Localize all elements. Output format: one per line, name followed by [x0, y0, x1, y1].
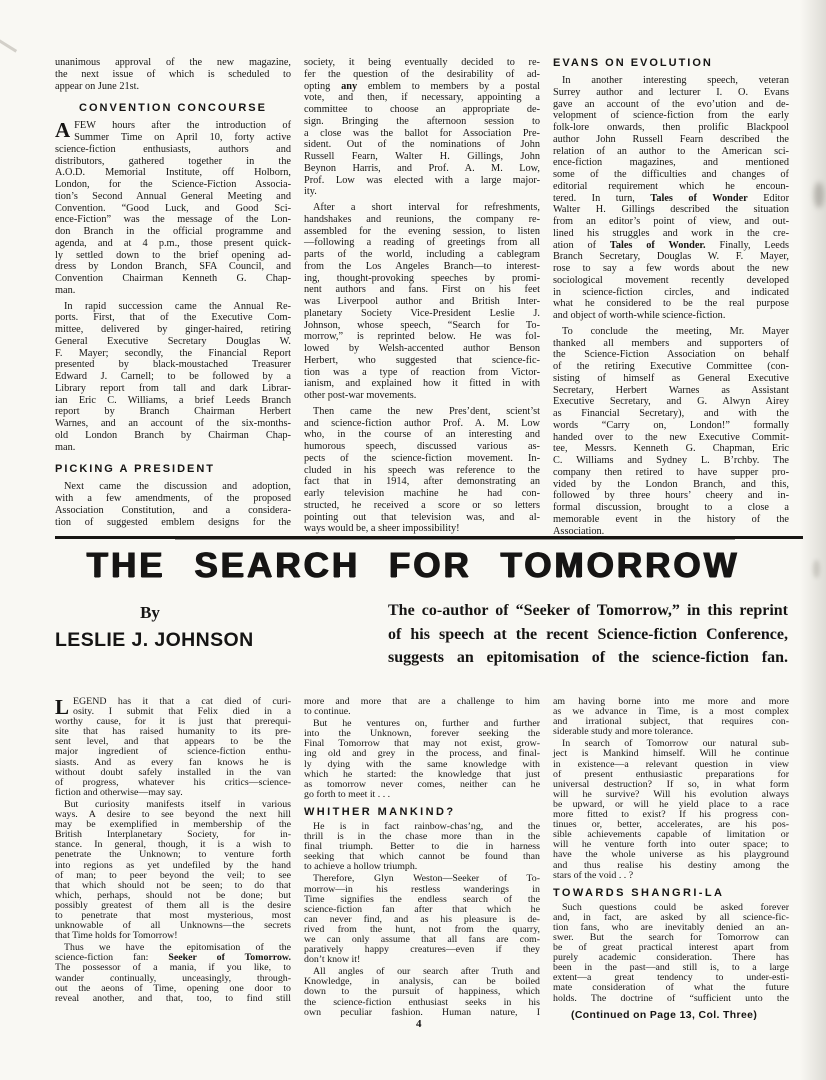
- text-line: am having borne into me more and more: [553, 696, 789, 707]
- paragraph: [55, 120, 291, 296]
- text-line: fiction and otherwise—may say.: [55, 786, 183, 798]
- paragraph: [55, 697, 291, 798]
- text-line: In rapid succession came the Annual Re-: [64, 300, 291, 312]
- text-line: Convention Chairman Kenneth G. Chap-: [55, 273, 291, 284]
- text-line: a close was the ballot for Association Pre-: [304, 127, 540, 139]
- text-line: Therefore, Glyn Weston—Seeker of To-: [313, 873, 540, 885]
- paragraph: [304, 874, 540, 965]
- text-line: But curiosity manifests itself in various: [64, 798, 291, 810]
- text-line: don’t know it!: [304, 954, 361, 966]
- text-line: site that has raised humanity to its pre-: [55, 726, 291, 738]
- text-line: sign. Bringing the afternoon session to: [304, 115, 540, 127]
- text-line: gave an account of the evo’ution and de-: [553, 98, 789, 110]
- text-line: ing old and grey in the process, and final-: [304, 748, 540, 760]
- text-line: osity. I submit that Felix died in a: [73, 706, 291, 718]
- text-line: science-fiction fan after that which he: [304, 903, 540, 915]
- text-line: science-fiction enthusiasts, authors and: [55, 143, 291, 155]
- text-line: ly dying with the same knowledge with: [304, 758, 540, 770]
- section-heading: PICKING A PRESIDENT: [55, 463, 216, 476]
- text-line: out the aeons of Time, opening one door to: [55, 982, 291, 994]
- paragraph: [388, 599, 788, 670]
- paragraph: [304, 967, 540, 1017]
- text-line: ian Eric C. Williams, a brief Leeds Branch: [55, 394, 291, 406]
- text-line: ence-Fiction” was the message of the Lon-: [55, 214, 291, 226]
- text-line: some of the difficulties and changes of: [553, 169, 789, 180]
- text-line: folk-lore onwards, then prolific Blackpool: [553, 122, 789, 133]
- text-line: Executive Secretary, and G. Alwyn Airey: [553, 396, 789, 408]
- text-line: Secretary, Herbert Warnes as Assistant: [553, 384, 789, 396]
- feature-body-section: [55, 697, 789, 1021]
- feature-column-1: [55, 697, 291, 1021]
- text-line: into regions as yet undefiled by the hand: [55, 859, 291, 871]
- text-line: have the whole universe as his playground: [553, 849, 789, 861]
- text-line: sible achievements capable of limitation or: [553, 829, 789, 841]
- paragraph: [304, 719, 540, 800]
- text-line: sent level, and that appears to be the: [55, 736, 291, 748]
- text-line: To conclude the meeting, Mr. Mayer: [562, 325, 789, 337]
- text-line: which he started: the knowledge that just: [304, 768, 540, 780]
- text-line: society, it being eventually decided to re-: [304, 57, 540, 68]
- drop-cap: A: [55, 118, 71, 143]
- text-line: to achieve a hollow triumph.: [304, 861, 418, 873]
- text-line: In another interesting speech, veteran: [562, 75, 789, 86]
- text-line: tered. In turn, Tales of Wonder Editor: [553, 192, 789, 204]
- text-line: Surrey author and lecturer I. O. Evans: [553, 86, 789, 98]
- text-line: London, for the Science-Fiction Associa-: [55, 179, 291, 190]
- text-line: stance. In general, though, it is a wish to: [55, 839, 291, 851]
- text-line: Association Constitution, and a considera-: [55, 504, 291, 516]
- text-line: appear on June 21st.: [55, 80, 140, 92]
- text-line: memorable event in the history of the: [553, 513, 789, 525]
- section-heading: EVANS ON EVOLUTION: [553, 57, 713, 69]
- text-line: unanimous approval of the new magazine,: [55, 57, 291, 68]
- text-line: wander continually, unceasingly, through-: [55, 972, 291, 984]
- section-heading: CONVENTION CONCOURSE: [79, 102, 267, 115]
- text-line: lowed by Welsh-accented author Benson: [304, 343, 540, 354]
- feature-headline: THE SEARCH FOR TOMORROW: [86, 546, 740, 585]
- text-line: nent authors and fans. First on his feet: [304, 284, 540, 296]
- text-line: words “Carry on, London!” formally: [553, 419, 789, 431]
- text-line: more and more that are a challenge to him: [304, 696, 540, 707]
- paragraph: [55, 57, 291, 92]
- news-column-2: [304, 57, 540, 537]
- text-line: that which should not be seen; to do that: [55, 879, 291, 891]
- text-line: morrow,” is reprinted below. He was fol-: [304, 331, 540, 343]
- feature-byline: [55, 603, 254, 651]
- text-line: ports. First, that of the Executive Com-: [55, 312, 291, 324]
- text-line: committee to choose an appropriate de-: [304, 104, 540, 115]
- text-line: ways. A desire to see beyond the next hill: [55, 809, 291, 821]
- text-line: company then retired to have supper pro-: [553, 466, 789, 478]
- text-line: mate consideration of what the future: [553, 982, 789, 994]
- text-line: ways would be, a sheer impossibility!: [304, 523, 460, 535]
- text-line: After a short interval for refreshments,: [313, 202, 540, 213]
- text-line: old London Branch by Chairman Chap-: [55, 429, 291, 441]
- text-line: tinues or, better, accelerates, are his pos-: [553, 819, 789, 831]
- text-line: will he venture forth into outer space; to: [553, 839, 789, 851]
- text-line: lined his struggles and work in the cre-: [553, 227, 789, 239]
- text-line: opting any emblem to members by a postal: [304, 80, 540, 92]
- page-number: 4: [416, 1018, 422, 1030]
- text-line: Herbert, who suggested that science-fic-: [304, 354, 540, 366]
- paragraph: [55, 800, 291, 941]
- text-line: Then came the new Pres’dent, scient’st: [313, 405, 540, 417]
- text-line: that Time holds for Tomorrow!: [55, 930, 178, 942]
- text-line: In search of Tomorrow our natural sub-: [562, 738, 789, 750]
- text-line: dress by London Branch, SFA Council, and: [55, 261, 291, 273]
- text-line: and science-fiction author Prof. A. M. Low: [304, 417, 540, 429]
- text-line: science-fiction fan: Seeker of Tomorrow.: [55, 952, 291, 964]
- paragraph: [55, 301, 291, 454]
- text-line: Johnson, whose speech, “Search for To-: [304, 319, 540, 331]
- text-line: extent—a great tendency to under-esti-: [553, 972, 789, 984]
- text-line: major ingredient of science-fiction enthu-: [55, 746, 291, 758]
- byline-by-label: By: [140, 603, 160, 622]
- text-line: —following a reading of greetings from all: [304, 237, 540, 249]
- text-line: Russell Fearn, Walter H. Gillings, John: [304, 151, 540, 162]
- text-line: more fitted to exist? If his progress con-: [553, 809, 789, 821]
- text-line: Knowledge, in analysis, can be boiled: [304, 976, 540, 988]
- text-line: don Branch in the official programme and: [55, 226, 291, 237]
- continued-notice: (Continued on Page 13, Col. Three): [571, 1009, 758, 1021]
- text-line: who, in the course of an interesting and: [304, 429, 540, 441]
- text-line: humorous speech, discussed various as-: [304, 441, 540, 452]
- text-line: rose to say a few words about the new: [553, 263, 789, 274]
- text-line: Next came the discussion and adoption,: [64, 481, 291, 493]
- text-line: universal destruction? If so, in what form: [553, 778, 789, 790]
- text-line: stars of the void . . ?: [553, 869, 634, 881]
- text-line: assembled for the evening session, to listen: [304, 225, 540, 237]
- text-line: unknowable of all Unknowns—the secrets: [55, 920, 291, 932]
- text-line: British Interplanetary Society, for in-: [55, 829, 291, 841]
- text-line: seeking that which cannot be found than: [304, 851, 540, 863]
- section-heading: WHITHER MANKIND?: [304, 805, 456, 818]
- byline-author: LESLIE J. JOHNSON: [55, 629, 254, 651]
- text-line: report by Branch Chairman Herbert: [55, 406, 291, 418]
- text-line: penetrate the Unknown; to venture forth: [55, 849, 291, 861]
- text-line: Beynon Harris, and Prof. A. M. Low,: [304, 162, 540, 174]
- paragraph: [304, 202, 540, 402]
- text-line: ence-fiction magazines, and mentioned: [553, 157, 789, 169]
- text-line: velopment of science-fiction from the early: [553, 110, 789, 122]
- paragraph: [55, 481, 291, 528]
- feature-column-2: [304, 697, 540, 1021]
- text-line: LEGEND has it that a cat died of curi-: [55, 695, 291, 719]
- text-line: relation of an author to the American sci-: [553, 145, 789, 157]
- text-line: distributors, gathered together in the: [55, 155, 291, 167]
- paragraph: [55, 943, 291, 1004]
- text-line: sisting of himself as General Executive: [553, 372, 789, 384]
- text-line: tion of suggested emblem designs for the: [55, 516, 291, 528]
- text-line: can never find, and as his pleasure is de-: [304, 913, 540, 925]
- text-line: structed, he received a score or so letters: [304, 499, 540, 511]
- text-line: Time signifies the endless search of the: [304, 893, 540, 905]
- scan-artifact: [813, 560, 820, 578]
- text-line: parts of the world, including a cablegram: [304, 249, 540, 260]
- text-line: and, in fact, are asked by all science-fic-: [553, 911, 789, 923]
- text-line: with a few amendments, of the proposed: [55, 493, 291, 504]
- text-line: presented by black-moustached Treasurer: [55, 359, 291, 371]
- text-line: ing, thought-provoking speeches by promi-: [304, 272, 540, 284]
- text-line: holds. The doctrine of “sufficient unto the: [553, 992, 789, 1004]
- text-line: early television machine he had con-: [304, 488, 540, 499]
- text-line: C. Williams and Sydney L. B’rchby. The: [553, 455, 789, 466]
- paragraph: [553, 903, 789, 1004]
- text-line: and thus realise his destiny among the: [553, 859, 789, 871]
- text-line: and irrational subject, that requires con-: [553, 716, 789, 728]
- text-line: the next issue of which is scheduled to: [55, 68, 291, 80]
- news-column-1: [55, 57, 291, 537]
- text-line: own peculiar fashion. Human nature, I: [304, 1006, 540, 1018]
- text-line: to penetrate that most mysterious, most: [55, 909, 291, 921]
- text-line: into the Unknown, forever seeking the: [304, 728, 540, 740]
- paragraph: [553, 326, 789, 538]
- text-line: swer. But the search for Tomorrow can: [553, 931, 789, 943]
- text-line: He is in fact rainbow-chas’ng, and the: [313, 820, 540, 832]
- text-line: Library report from tall and dark Librar-: [55, 382, 291, 394]
- text-line: sident. Out of the nominations of John: [304, 139, 540, 151]
- text-line: which, perhaps, should not be done; but: [55, 889, 291, 901]
- text-line: cluded in his speech was reference to the: [304, 464, 540, 476]
- text-line: man.: [55, 284, 76, 296]
- text-line: agenda, and at 4 p.m., those present quick-: [55, 237, 291, 249]
- text-line: morrow—in his restless wanderings in: [304, 883, 540, 895]
- text-line: author John Russell Fearn described the: [553, 133, 789, 145]
- text-line: of present enthusiastic preparations for: [553, 768, 789, 780]
- text-line: editorial requirement which he encoun-: [553, 180, 789, 192]
- text-line: from an editor’s point of view, and out-: [553, 216, 789, 227]
- paragraph: [304, 822, 540, 872]
- text-line: as Financial Secretary), and with the: [553, 408, 789, 419]
- text-line: and object of worth-while science-fiction.: [553, 310, 726, 321]
- text-line: of the retiring Executive Committee (con-: [553, 361, 789, 372]
- text-line: formal discussion, brought to a close a: [553, 502, 789, 513]
- feature-column-3: [553, 697, 789, 1021]
- text-line: But he ventures on, further and further: [313, 718, 540, 730]
- text-line: be of great practical interest apart from: [553, 942, 789, 954]
- text-line: possibly greatest of them all is the desire: [55, 899, 291, 911]
- text-line: suggests an epitomisation of the science-fiction fan.: [388, 649, 788, 666]
- text-line: A.O.D. Memorial Institute, off Holborn,: [55, 167, 291, 179]
- text-line: the Science-Fiction Association on behalf: [553, 349, 789, 361]
- feature-standfirst: [388, 599, 788, 670]
- text-line: Branch Secretary, Douglas W. F. Mayer,: [553, 251, 789, 263]
- paragraph: [553, 75, 789, 322]
- text-line: handed over to the new Executive Commit-: [553, 431, 789, 443]
- text-line: Thus we have the epitomisation of the: [64, 942, 291, 954]
- text-line: worthy cause, for it is just that prerequi-: [55, 716, 291, 728]
- section-divider-rule: [55, 536, 803, 539]
- text-line: F. Mayer; secondly, the Financial Report: [55, 347, 291, 359]
- paragraph: [553, 697, 789, 737]
- text-line: All angles of our search after Truth and: [313, 966, 540, 978]
- text-line: Final Tomorrow that may not exist, grow-: [304, 738, 540, 750]
- text-line: go forth to meet it . . .: [304, 788, 391, 800]
- text-line: followed by three hours’ cheery and in-: [553, 490, 789, 502]
- text-line: tion’s Second Annual General Meeting and: [55, 190, 291, 202]
- text-line: the science-fiction enthusiast seeks in his: [304, 996, 540, 1008]
- text-line: reveal another, and that, too, to find still: [55, 992, 291, 1004]
- text-line: of man; to peer beyond the veil; to see: [55, 869, 291, 881]
- text-line: other post-war movements.: [304, 390, 417, 401]
- text-line: purely academic consideration. There has: [553, 952, 789, 964]
- section-heading: TOWARDS SHANGRI-LA: [553, 886, 725, 899]
- text-line: thrill is in the chase more than in the: [304, 831, 540, 843]
- text-line: AFEW hours after the introduction of: [55, 118, 291, 143]
- drop-cap: L: [55, 695, 70, 719]
- text-line: been in the past—and still is, to a large: [553, 962, 789, 974]
- text-line: Association.: [553, 525, 605, 537]
- text-line: will he survive? Will his evolution always: [553, 788, 789, 800]
- text-line: ject is Mankind himself. Will he continue: [553, 748, 789, 760]
- text-line: siderable study and more tolerance.: [553, 726, 694, 738]
- text-line: in existence—a relevant question in view: [553, 758, 789, 770]
- text-line: Convention. “Good Luck, and Good Sci-: [55, 202, 291, 214]
- text-line: final triumph. Better to die in harness: [304, 841, 540, 853]
- text-line: Walter H. Gillings described the situation: [553, 204, 789, 216]
- text-line: ly settled down to the brief opening ad-: [55, 249, 291, 261]
- text-line: pointing out that television was, and al-: [304, 511, 540, 523]
- text-line: without doubt safely installed in the van: [55, 766, 291, 778]
- text-line: we can only assume that all fans are com-: [304, 933, 540, 945]
- paragraph: [304, 406, 540, 535]
- text-line: may be exemplified in membership of the: [55, 819, 291, 831]
- scan-artifact: [814, 182, 824, 208]
- text-line: was Liverpool author and British Inter-: [304, 296, 540, 307]
- news-section: [55, 57, 789, 537]
- paragraph: [553, 739, 789, 880]
- text-line: ity.: [304, 186, 317, 198]
- text-line: as we advance in Time, is a most complex: [553, 706, 789, 718]
- text-line: fact that in 1914, after demonstrating an: [304, 476, 540, 488]
- paragraph: [304, 57, 540, 198]
- text-line: Summer Time on April 10, forty active: [74, 132, 291, 143]
- text-line: fer the question of the desirability of ad-: [304, 68, 540, 80]
- paragraph: [304, 697, 540, 717]
- text-line: what he considered to be the real purpose: [553, 298, 789, 310]
- text-line: ation of Tales of Wonder. Finally, Leeds: [553, 239, 789, 251]
- text-line: paratively happy creatures—even if they: [304, 944, 540, 956]
- text-line: vided by the London Branch, and this,: [553, 478, 789, 490]
- text-line: Warnes, and an account of the six-months-: [55, 418, 291, 429]
- text-line: rived from the hunt, not from the quarry,: [304, 923, 540, 935]
- text-line: The possessor of a mania, if you like, to: [55, 962, 291, 974]
- text-line: handshakes and reunions, the company re-: [304, 213, 540, 225]
- text-line: planetary Society Vice-President Leslie J.: [304, 307, 540, 319]
- text-line: of his speech at the recent Science-fiction Conference,: [388, 625, 788, 643]
- text-line: to continue.: [304, 706, 351, 718]
- text-line: in science-fiction circles, and indicated: [553, 286, 789, 298]
- text-line: from the Los Angeles Branch—to interest-: [304, 260, 540, 272]
- text-line: ianism, and explained how it fitted in with: [304, 378, 540, 390]
- text-line: vote, and then, if necessary, appointing a: [304, 92, 540, 104]
- text-line: Edward J. Carnell; to be followed by a: [55, 371, 291, 382]
- text-line: down to the pursuit of happiness, which: [304, 986, 540, 998]
- text-line: Prof. Low was elected with a large major-: [304, 174, 540, 186]
- text-line: thanked all members and supporters of: [553, 337, 789, 349]
- text-line: tion fans, who are inevitably denied an an-: [553, 921, 789, 933]
- text-line: siasts. And as every fan knows he is: [55, 756, 291, 768]
- scan-artifact: [0, 38, 17, 52]
- text-line: be upward, or will he yield place to a race: [553, 798, 789, 810]
- news-column-3: [553, 57, 789, 537]
- text-line: of progress, whatever his critics—science-: [55, 776, 291, 788]
- text-line: man.: [55, 441, 76, 453]
- text-line: pects of the science-fiction movement. In-: [304, 452, 540, 464]
- text-line: The co-author of “Seeker of Tomorrow,” in this reprint: [388, 602, 788, 619]
- text-line: sociological movement recently developed: [553, 274, 789, 286]
- text-line: tion was a type of reaction from Victor-: [304, 366, 540, 378]
- text-line: as tomorrow never comes, neither can he: [304, 778, 540, 790]
- text-line: mittee, delivered by ginger-haired, retiring: [55, 324, 291, 335]
- scan-edge-shadow: [800, 0, 826, 1080]
- text-line: General Executive Secretary Douglas W.: [55, 335, 291, 347]
- text-line: tee, Messrs. Kenneth G. Chapman, Eric: [553, 443, 789, 455]
- text-line: Such questions could be asked forever: [562, 901, 789, 913]
